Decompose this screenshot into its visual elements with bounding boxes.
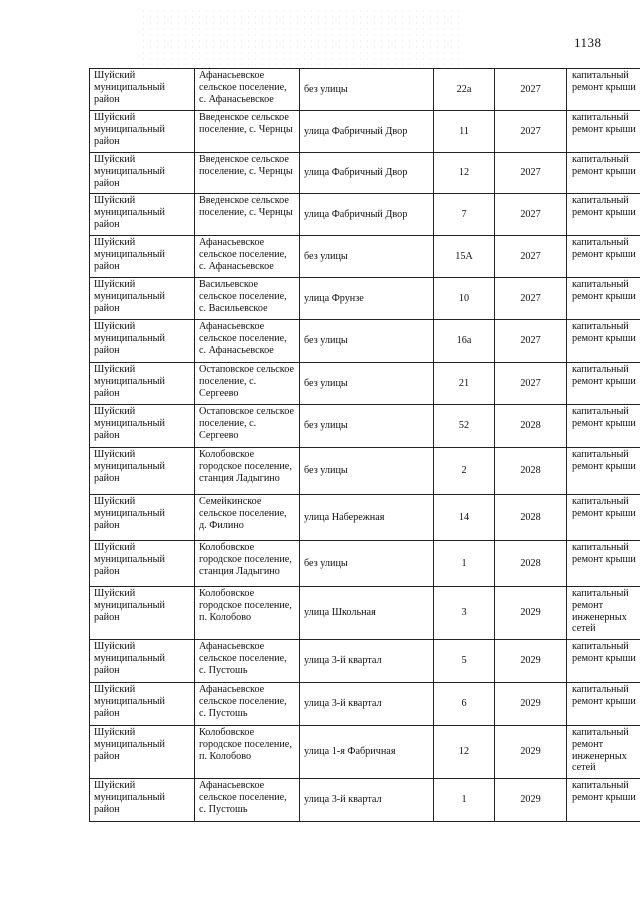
district-cell: Шуйский муниципальный район <box>90 153 195 194</box>
year-cell: 2027 <box>495 236 567 278</box>
year-cell: 2029 <box>495 640 567 683</box>
settlement-cell: Колобовское городское поселение, станция Ладыгино <box>195 541 300 587</box>
table-row <box>90 779 640 822</box>
year-cell: 2029 <box>495 587 567 640</box>
settlement-cell: Семейкинское сельское поселение, д. Филино <box>195 495 300 541</box>
settlement-cell: Васильевское сельское поселение, с. Васильевское <box>195 278 300 320</box>
district-cell: Шуйский муниципальный район <box>90 363 195 405</box>
page-number: 1138 <box>574 35 602 50</box>
year-cell: 2027 <box>495 194 567 236</box>
street-cell: без улицы <box>300 363 434 405</box>
settlement-cell: Колобовское городское поселение, п. Колобово <box>195 726 300 779</box>
table-row <box>90 236 640 278</box>
work-type-cell: капитальный ремонт крыши <box>567 448 640 495</box>
settlement-cell: Остаповское сельское поселение, с. Сергеево <box>195 363 300 405</box>
district-cell: Шуйский муниципальный район <box>90 495 195 541</box>
work-type-cell: капитальный ремонт крыши <box>567 194 640 236</box>
house-number-cell: 21 <box>434 363 495 405</box>
house-number-cell: 6 <box>434 683 495 726</box>
house-number-cell: 11 <box>434 111 495 153</box>
street-cell: без улицы <box>300 448 434 495</box>
work-type-cell: капитальный ремонт крыши <box>567 278 640 320</box>
district-cell: Шуйский муниципальный район <box>90 683 195 726</box>
work-type-cell: капитальный ремонт крыши <box>567 541 640 587</box>
house-number-cell: 22а <box>434 69 495 111</box>
district-cell: Шуйский муниципальный район <box>90 236 195 278</box>
table-row <box>90 448 640 495</box>
house-number-cell: 10 <box>434 278 495 320</box>
table-row <box>90 320 640 363</box>
work-type-cell: капитальный ремонт инженерных сетей <box>567 587 640 640</box>
work-type-cell: капитальный ремонт крыши <box>567 405 640 448</box>
house-number-cell: 52 <box>434 405 495 448</box>
street-cell: улица 1-я Фабричная <box>300 726 434 779</box>
work-type-cell: капитальный ремонт крыши <box>567 640 640 683</box>
house-number-cell: 2 <box>434 448 495 495</box>
year-cell: 2027 <box>495 363 567 405</box>
street-cell: улица Фабричный Двор <box>300 194 434 236</box>
table-row <box>90 683 640 726</box>
district-cell: Шуйский муниципальный район <box>90 779 195 822</box>
work-type-cell: капитальный ремонт крыши <box>567 495 640 541</box>
work-type-cell: капитальный ремонт крыши <box>567 69 640 111</box>
settlement-cell: Введенское сельское поселение, с. Чернцы <box>195 153 300 194</box>
house-number-cell: 12 <box>434 153 495 194</box>
work-type-cell: капитальный ремонт крыши <box>567 153 640 194</box>
settlement-cell: Остаповское сельское поселение, с. Сергеево <box>195 405 300 448</box>
year-cell: 2028 <box>495 541 567 587</box>
work-type-cell: капитальный ремонт крыши <box>567 111 640 153</box>
work-type-cell: капитальный ремонт крыши <box>567 779 640 822</box>
street-cell: без улицы <box>300 541 434 587</box>
district-cell: Шуйский муниципальный район <box>90 726 195 779</box>
settlement-cell: Афанасьевское сельское поселение, с. Пустошь <box>195 640 300 683</box>
district-cell: Шуйский муниципальный район <box>90 640 195 683</box>
year-cell: 2028 <box>495 495 567 541</box>
settlement-cell: Колобовское городское поселение, п. Колобово <box>195 587 300 640</box>
table-row <box>90 640 640 683</box>
table-row <box>90 111 640 153</box>
year-cell: 2029 <box>495 779 567 822</box>
settlement-cell: Афанасьевское сельское поселение, с. Пустошь <box>195 779 300 822</box>
year-cell: 2027 <box>495 320 567 363</box>
work-type-cell: капитальный ремонт крыши <box>567 236 640 278</box>
street-cell: без улицы <box>300 236 434 278</box>
house-number-cell: 15А <box>434 236 495 278</box>
house-number-cell: 14 <box>434 495 495 541</box>
year-cell: 2027 <box>495 69 567 111</box>
street-cell: улица Фабричный Двор <box>300 111 434 153</box>
house-number-cell: 7 <box>434 194 495 236</box>
table-row <box>90 726 640 779</box>
housing-repair-table <box>89 68 640 822</box>
street-cell: без улицы <box>300 320 434 363</box>
district-cell: Шуйский муниципальный район <box>90 320 195 363</box>
table-row <box>90 153 640 194</box>
year-cell: 2027 <box>495 278 567 320</box>
year-cell: 2028 <box>495 448 567 495</box>
settlement-cell: Введенское сельское поселение, с. Чернцы <box>195 194 300 236</box>
street-cell: без улицы <box>300 69 434 111</box>
settlement-cell: Афанасьевское сельское поселение, с. Афанасьевское <box>195 320 300 363</box>
table-row <box>90 405 640 448</box>
settlement-cell: Афанасьевское сельское поселение, с. Афанасьевское <box>195 236 300 278</box>
table-row <box>90 587 640 640</box>
district-cell: Шуйский муниципальный район <box>90 111 195 153</box>
table-row <box>90 194 640 236</box>
table-row <box>90 495 640 541</box>
street-cell: улица 3-й квартал <box>300 683 434 726</box>
work-type-cell: капитальный ремонт крыши <box>567 320 640 363</box>
district-cell: Шуйский муниципальный район <box>90 448 195 495</box>
table-row <box>90 69 640 111</box>
work-type-cell: капитальный ремонт инженерных сетей <box>567 726 640 779</box>
year-cell: 2029 <box>495 726 567 779</box>
street-cell: улица Набережная <box>300 495 434 541</box>
district-cell: Шуйский муниципальный район <box>90 405 195 448</box>
year-cell: 2029 <box>495 683 567 726</box>
street-cell: улица 3-й квартал <box>300 640 434 683</box>
district-cell: Шуйский муниципальный район <box>90 194 195 236</box>
house-number-cell: 1 <box>434 541 495 587</box>
work-type-cell: капитальный ремонт крыши <box>567 683 640 726</box>
street-cell: улица 3-й квартал <box>300 779 434 822</box>
table-row <box>90 278 640 320</box>
settlement-cell: Колобовское городское поселение, станция Ладыгино <box>195 448 300 495</box>
settlement-cell: Введенское сельское поселение, с. Чернцы <box>195 111 300 153</box>
settlement-cell: Афанасьевское сельское поселение, с. Афанасьевское <box>195 69 300 111</box>
year-cell: 2027 <box>495 153 567 194</box>
house-number-cell: 12 <box>434 726 495 779</box>
street-cell: улица Школьная <box>300 587 434 640</box>
table-row <box>90 363 640 405</box>
house-number-cell: 1 <box>434 779 495 822</box>
settlement-cell: Афанасьевское сельское поселение, с. Пустошь <box>195 683 300 726</box>
table-row <box>90 541 640 587</box>
district-cell: Шуйский муниципальный район <box>90 587 195 640</box>
district-cell: Шуйский муниципальный район <box>90 541 195 587</box>
district-cell: Шуйский муниципальный район <box>90 278 195 320</box>
work-type-cell: капитальный ремонт крыши <box>567 363 640 405</box>
year-cell: 2028 <box>495 405 567 448</box>
year-cell: 2027 <box>495 111 567 153</box>
street-cell: улица Фрунзе <box>300 278 434 320</box>
street-cell: без улицы <box>300 405 434 448</box>
district-cell: Шуйский муниципальный район <box>90 69 195 111</box>
house-number-cell: 16а <box>434 320 495 363</box>
house-number-cell: 3 <box>434 587 495 640</box>
scan-noise <box>140 8 460 66</box>
street-cell: улица Фабричный Двор <box>300 153 434 194</box>
house-number-cell: 5 <box>434 640 495 683</box>
